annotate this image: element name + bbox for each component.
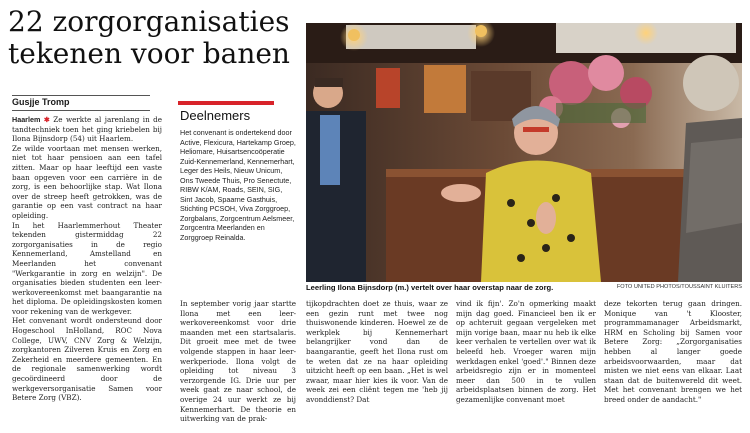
article-headline bbox=[8, 6, 304, 70]
sidebar-accent-bar bbox=[178, 101, 274, 105]
article-column-5: deze tekorten terug gaan dringen. Monique van 't Klooster, programmamanager Arbeidsmarkt, HRM en Scholing bij Samen voor Betere Zorg: „Zorgorganisaties hebben al langer goede arbeidsvoorwaarden, maar dat misten we niet eens van elkaar. Laat staan dat de buitenwereld dit weet. Met het convenant brengen we het breed onder de aandacht." bbox=[604, 299, 742, 404]
article-column-3: tijkopdrachten doet ze thuis, waar ze een gezin runt met twee nog thuiswonende kinderen. Hoewel ze de werkplek bij Kennemerhart belangrijker vond dan de baangarantie, geeft het Ilona rust om te weten dat ze na haar opleiding uitzicht heeft op een baan. „Het is wel zwaar, maar hier kies ik voor. Van de week zei een cliënt tegen me 'heb jij avonddienst? Dat bbox=[306, 299, 448, 404]
paragraph-2: Ze wilde voortaan met mensen werken, niet tot haar pensioen aan een tafel zitten. Maar op haar leeftijd een vaste baan opgeven voor een carrière in de zorg, is een behoorlijke stap. Wat Ilona over de streep heeft getrokken, was de garantie op een vast contract na haar opleiding. bbox=[12, 143, 162, 220]
byline-rule-top bbox=[12, 95, 150, 96]
sidebar-text: Het convenant is ondertekend door Active, Flexicura, Hartekamp Groep, Heliomare, Huisartsencoöperatie Zuid-Kennemerland, Kennemerhart, Leger des Heils, Nieuw Unicum, Ons Tweede Thuis, Pro Senectute, RIBW K/AM, Roads, SEIN, SIG, Sint Jacob, Spaarne Gasthuis, Stichting PCSOH, Viva Zorggroep, Zorgbalans, Zorgcentrum Aelsmeer, Zorgcentra Meerlanden en Zorggroep Reinalda. bbox=[180, 128, 296, 242]
lead-text: Ze werkte al jarenlang in de tandtechniek toen het ging kriebelen bij Ilona Bijnsdorp (54) uit Haarlem. bbox=[12, 115, 162, 144]
author-byline: Gusjje Tromp bbox=[12, 97, 70, 107]
photo-credit: FOTO UNITED PHOTOS/TOUSSAINT KLUITERS bbox=[616, 284, 742, 290]
byline-rule-bottom bbox=[12, 110, 150, 111]
paragraph-3: In het Haarlemmerhout Theater tekenden gistermiddag 22 zorgorganisaties in de regio Kennemerland, Amstelland en Meerlanden het convenant "Werkgarantie in zorg en welzijn". De organisaties bieden studenten een leer-werkovereenkomst met baangarantie na het diploma. De opleidingskosten komen voor rekening van de werkgever. bbox=[12, 220, 162, 316]
headline-line-2: tekenen voor banen bbox=[8, 37, 290, 70]
dateline-star-icon: ✱ bbox=[43, 115, 50, 124]
headline-line-1: 22 zorgorganisaties bbox=[8, 5, 290, 38]
article-column-2: In september vorig jaar startte Ilona met een leer-werkovereenkomst voor drie maanden met een startsalaris. Dit groeit mee met de twee volgende stappen in haar leer-werkperiode. Ilona volgt de opleiding tot niveau 3 verzorgende IG. Drie uur per week gaat ze naar school, de overige 24 uur werkt ze bij Kennemerhart. De theorie en uitwerking van de prak- bbox=[180, 299, 296, 424]
dateline: Haarlem bbox=[12, 115, 41, 124]
sidebar-title: Deelnemers bbox=[180, 108, 251, 123]
article-column-4: vind ik fijn'. Zo'n opmerking maakt mijn dag goed. Financieel ben ik er op achteruit gegaan vergeleken met mijn vorige baan, maar nu heb ik elke keer verhalen te vertellen over wat ik beleefd heb. Vroeger waren mijn werkdagen enkel 'goed'." Binnen deze arbeidsregio zijn er in momenteel meer dan 500 in te vullen arbeidsplaatsen binnen de zorg. Het gezamenlijke convenant moet bbox=[456, 299, 596, 404]
article-column-1 bbox=[12, 115, 162, 403]
article-photo bbox=[306, 23, 742, 282]
lead-paragraph bbox=[12, 115, 162, 144]
paragraph-4: Het convenant wordt ondersteund door Hogeschool InHolland, ROC Nova College, UWV, CNV Zorg & Welzijn, zorgkantoren Zilveren Kruis en Zorg en Zekerheid en meerdere gemeenten. En de regionale samenwerking wordt gecoördineerd door de werkgeversorganisatie Samen voor Betere Zorg (VBZ). bbox=[12, 316, 162, 403]
photo-caption: Leerling Ilona Bijnsdorp (m.) vertelt over haar overstap naar de zorg. bbox=[306, 283, 554, 292]
